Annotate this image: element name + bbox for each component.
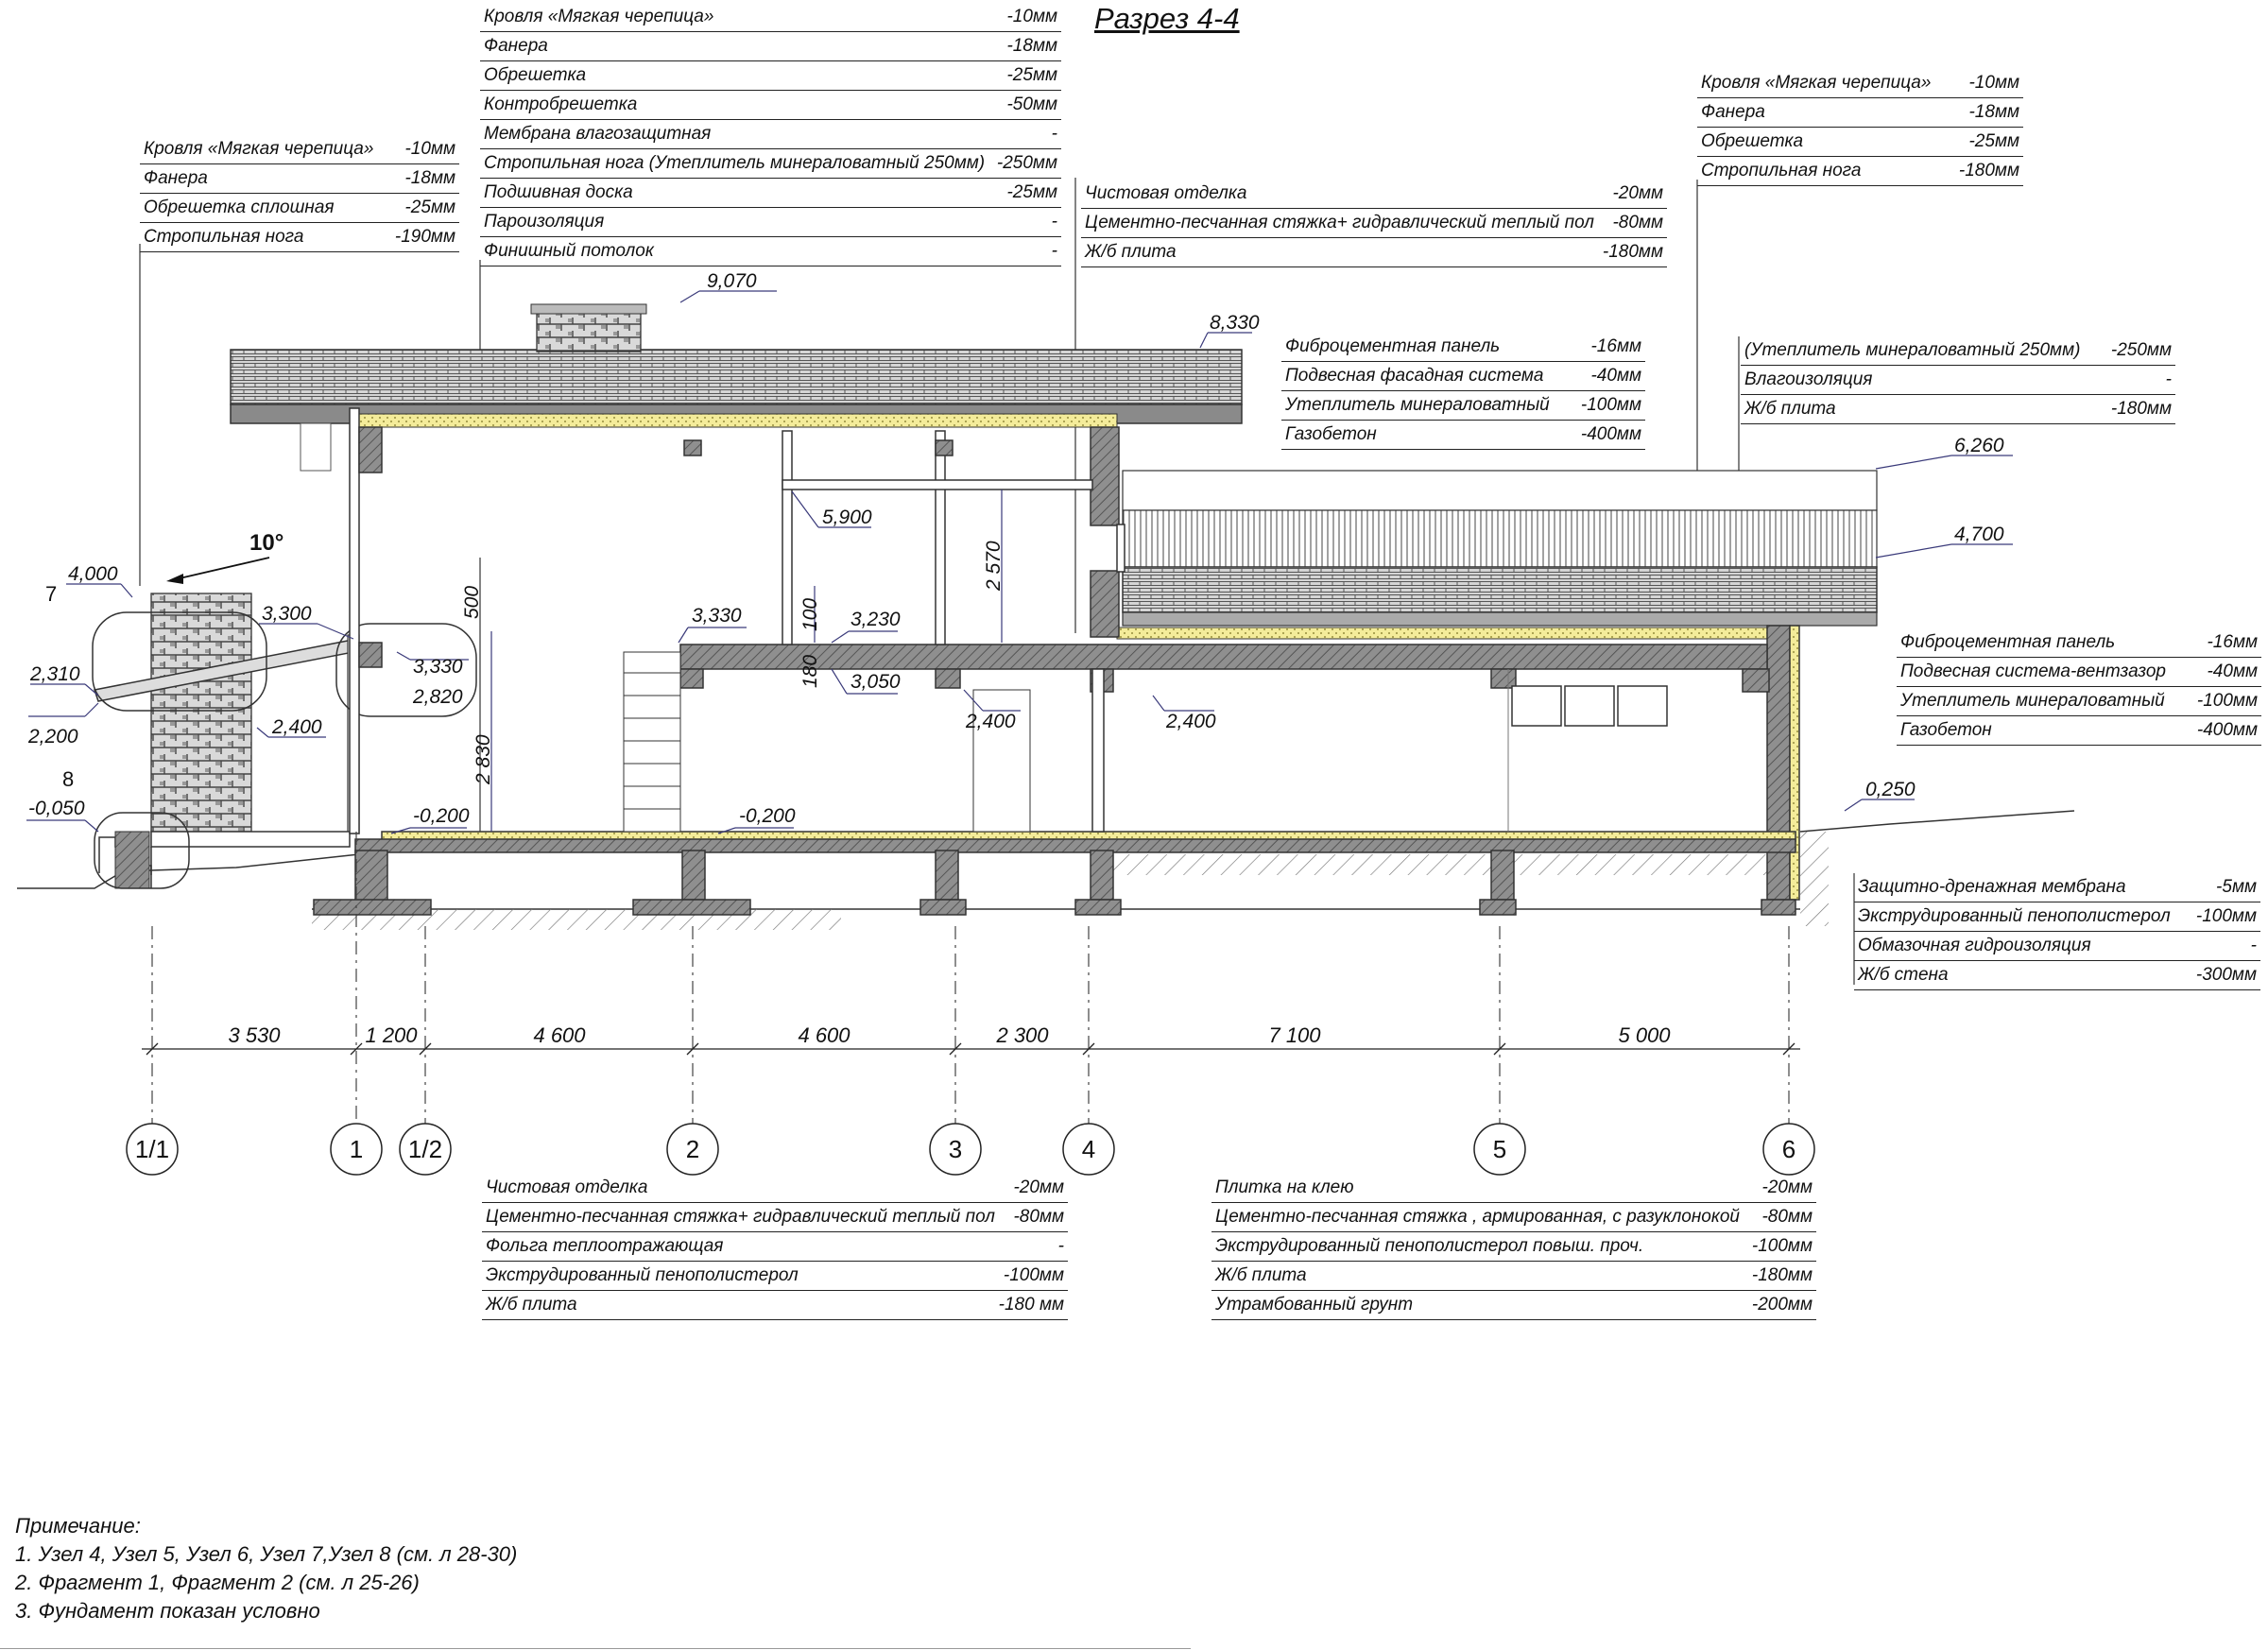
elevation-label: 3,300 <box>262 603 312 625</box>
elevation-label: 3,050 <box>850 671 901 693</box>
node-label: 8 <box>62 767 75 791</box>
spec-layer-name: Влагоизоляция <box>1744 370 1873 389</box>
spec-layer-value: -25мм <box>1006 182 1057 202</box>
spec-layer-value: -100мм <box>1751 1236 1813 1256</box>
notes <box>15 1512 517 1625</box>
spec-layer-name: Обрешетка <box>484 65 587 85</box>
spec-layer-value: -50мм <box>1006 95 1057 114</box>
elevation-label: 9,070 <box>707 270 757 292</box>
spec-layer-name: Цементно-песчанная стяжка+ гидравлический теплый пол <box>1085 213 1594 232</box>
spec-layer-name: Ж/б плита <box>1744 399 1836 419</box>
spec-layer-name: Стропильная нога <box>1701 161 1862 180</box>
spec-layer-name: Кровля «Мягкая черепица» <box>144 139 374 159</box>
spec-layer-value: -100мм <box>2196 691 2258 711</box>
elevation-label: 3,330 <box>413 656 463 678</box>
span-labels <box>228 1023 1671 1047</box>
spec-layer-name: Защитно-дренажная мембрана <box>1858 877 2126 897</box>
spec-layer-name: Фиброцементная панель <box>1900 632 2116 652</box>
spec-layer-name: Контробрешетка <box>484 95 638 114</box>
spec-layer-name: Газобетон <box>1900 720 1992 740</box>
spec-layer-value: -25мм <box>404 198 455 217</box>
elevation-label: 8,330 <box>1210 312 1260 334</box>
spec-layer-name: Чистовая отделка <box>486 1177 648 1197</box>
spec-layer-value: -25мм <box>1006 65 1057 85</box>
spec-layer-value: -100мм <box>1003 1265 1064 1285</box>
note-item: 2. Фрагмент 1, Фрагмент 2 (см. л 25-26) <box>15 1571 420 1594</box>
spec-layer-value: -16мм <box>1590 336 1641 356</box>
spec-layer-value: -400мм <box>1580 424 1641 444</box>
elevation-label: 2,310 <box>30 663 80 685</box>
spec-layer-name: Чистовая отделка <box>1085 183 1247 203</box>
spec-layer-name: Плитка на клею <box>1215 1177 1354 1197</box>
axis-label: 2 <box>685 1135 700 1163</box>
notes-heading: Примечание: <box>15 1514 141 1538</box>
axis-label: 1/1 <box>134 1135 170 1163</box>
span-label: 4 600 <box>533 1023 586 1047</box>
section-title: Разрез 4-4 <box>1094 2 1240 35</box>
axis-label: 4 <box>1081 1135 1096 1163</box>
spec-layer-name: Экструдированный пенополистерол повыш. проч. <box>1215 1236 1644 1256</box>
elevation-label: 0,250 <box>1865 779 1916 800</box>
dim-label: 2 830 <box>472 734 494 784</box>
spec-layer-value: -20мм <box>1013 1177 1064 1197</box>
spec-layer-name: Финишный потолок <box>484 241 654 261</box>
spec-layer-value: -180мм <box>1751 1265 1813 1285</box>
spec-layer-name: Ж/б плита <box>486 1295 577 1315</box>
spec-layer-value: - <box>1051 241 1057 261</box>
spec-layer-name: Экструдированный пенополистерол <box>1858 906 2171 926</box>
elevation-label: 3,330 <box>692 605 742 627</box>
spec-layer-value: -250мм <box>2110 340 2172 360</box>
axis-label: 1 <box>349 1135 364 1163</box>
spec-layer-value: -180 мм <box>998 1295 1064 1315</box>
spec-layer-value: -200мм <box>1751 1295 1813 1315</box>
spec-layer-value: - <box>1051 124 1057 144</box>
span-label: 7 100 <box>1268 1023 1321 1047</box>
elevation-label: 6,260 <box>1954 435 2004 456</box>
elevation-label: -0,200 <box>413 805 470 827</box>
spec-layer-value: -80мм <box>1013 1207 1064 1227</box>
spec-layer-value: - <box>2165 370 2172 389</box>
dim-label: 100 <box>799 597 821 631</box>
dim-label: 500 <box>461 585 483 619</box>
spec-layer-value: -400мм <box>2196 720 2258 740</box>
spec-layer-value: -40мм <box>2207 662 2258 681</box>
dim-label: 2 570 <box>983 541 1005 591</box>
spec-layer-name: Утеплитель минераловатный <box>1900 691 2165 711</box>
spec-layer-name: Пароизоляция <box>484 212 605 232</box>
elevation-label: 5,900 <box>822 507 872 528</box>
spec-layer-name: Фольга теплоотражающая <box>486 1236 724 1256</box>
elevation-label: 3,230 <box>850 609 901 630</box>
span-label: 5 000 <box>1618 1023 1671 1047</box>
axis-label: 5 <box>1492 1135 1507 1163</box>
axis-label: 6 <box>1781 1135 1796 1163</box>
spec-layer-value: -10мм <box>1968 73 2019 93</box>
spec-layer-value: -100мм <box>1580 395 1641 415</box>
spec-layer-name: Цементно-песчанная стяжка , армированная, с разуклонокой <box>1215 1207 1740 1227</box>
axis-label: 1/2 <box>407 1135 443 1163</box>
spec-layer-name: Фиброцементная панель <box>1285 336 1501 356</box>
elevation-label: 4,700 <box>1954 524 2004 545</box>
elevation-label: -0,200 <box>739 805 796 827</box>
slope-label: 10° <box>249 530 284 556</box>
spec-layer-value: -10мм <box>404 139 455 159</box>
spec-layer-value: -18мм <box>1968 102 2019 122</box>
spec-layer-value: -100мм <box>2195 906 2257 926</box>
span-label: 3 530 <box>228 1023 281 1047</box>
spec-layer-value: -300мм <box>2195 965 2257 985</box>
spec-layer-value: -10мм <box>1006 7 1057 26</box>
spec-layer-name: Фанера <box>1701 102 1765 122</box>
axis-grid <box>152 832 1789 1125</box>
bottom-rule <box>0 1648 1191 1649</box>
dim-label: 180 <box>799 654 821 688</box>
spec-layer-value: -250мм <box>996 153 1057 173</box>
note-item: 1. Узел 4, Узел 5, Узел 6, Узел 7,Узел 8 (см. л 28-30) <box>15 1542 518 1566</box>
spec-layer-value: -40мм <box>1590 366 1641 386</box>
spec-layer-value: -18мм <box>404 168 455 188</box>
span-label: 4 600 <box>798 1023 850 1047</box>
spec-layer-value: -180мм <box>1602 242 1663 262</box>
spec-layer-name: Фанера <box>484 36 548 56</box>
spec-layer-name: Фанера <box>144 168 208 188</box>
spec-layer-name: Подшивная доска <box>484 182 633 202</box>
spec-layer-name: Мембрана влагозащитная <box>484 124 712 144</box>
spec-layer-name: Стропильная нога (Утеплитель минераловатный 250мм) <box>484 153 986 173</box>
spec-layer-name: Утеплитель минераловатный <box>1285 395 1550 415</box>
spec-layer-name: Обмазочная гидроизоляция <box>1858 936 2091 955</box>
elevation-label: -0,050 <box>28 798 85 819</box>
span-label: 1 200 <box>365 1023 418 1047</box>
spec-layer-value: -20мм <box>1612 183 1663 203</box>
spec-layer-name: (Утеплитель минераловатный 250мм) <box>1744 340 2081 360</box>
spec-layer-name: Подвесная система-вентзазор <box>1900 662 2166 681</box>
spec-layer-name: Кровля «Мягкая черепица» <box>484 7 714 26</box>
spec-layer-value: -16мм <box>2207 632 2258 652</box>
elevation-label: 2,400 <box>1166 711 1216 732</box>
spec-layer-name: Обрешетка сплошная <box>144 198 335 217</box>
spec-layer-name: Утрамбованный грунт <box>1215 1295 1414 1315</box>
elevation-label: 2,400 <box>272 716 322 738</box>
node-label: 7 <box>45 582 58 606</box>
elevation-label: 4,000 <box>68 563 118 585</box>
spec-layer-name: Газобетон <box>1285 424 1377 444</box>
spec-layer-name: Ж/б плита <box>1085 242 1177 262</box>
spec-layer-name: Стропильная нога <box>144 227 304 247</box>
spec-layer-value: -190мм <box>394 227 455 247</box>
spec-layer-name: Подвесная фасадная система <box>1285 366 1544 386</box>
terrace-roof <box>1117 471 1877 639</box>
chimney <box>531 304 646 352</box>
spec-layer-name: Цементно-песчанная стяжка+ гидравлический теплый пол <box>486 1207 995 1227</box>
span-label: 2 300 <box>996 1023 1049 1047</box>
spec-layer-name: Обрешетка <box>1701 131 1804 151</box>
spec-layer-name: Экструдированный пенополистерол <box>486 1265 799 1285</box>
elevation-label: 2,200 <box>28 726 78 748</box>
spec-layer-name: Ж/б плита <box>1215 1265 1307 1285</box>
spec-layer-value: -5мм <box>2216 877 2257 897</box>
spec-layer-value: -20мм <box>1761 1177 1813 1197</box>
elevation-label: 2,400 <box>966 711 1016 732</box>
axis-bubbles <box>127 1124 1814 1175</box>
spec-layer-value: -25мм <box>1968 131 2019 151</box>
note-item: 3. Фундамент показан условно <box>15 1599 320 1623</box>
spec-layer-name: Ж/б стена <box>1858 965 1949 985</box>
spec-layer-value: - <box>2250 936 2257 955</box>
elevation-label: 2,820 <box>413 686 463 708</box>
spec-layer-value: -18мм <box>1006 36 1057 56</box>
spec-layer-value: -180мм <box>1958 161 2019 180</box>
axis-label: 3 <box>948 1135 963 1163</box>
spec-layer-value: - <box>1051 212 1057 232</box>
spec-layer-value: -180мм <box>2110 399 2172 419</box>
spec-layer-value: - <box>1057 1236 1064 1256</box>
spec-layer-value: -80мм <box>1761 1207 1813 1227</box>
spec-layer-value: -80мм <box>1612 213 1663 232</box>
spec-layer-name: Кровля «Мягкая черепица» <box>1701 73 1932 93</box>
